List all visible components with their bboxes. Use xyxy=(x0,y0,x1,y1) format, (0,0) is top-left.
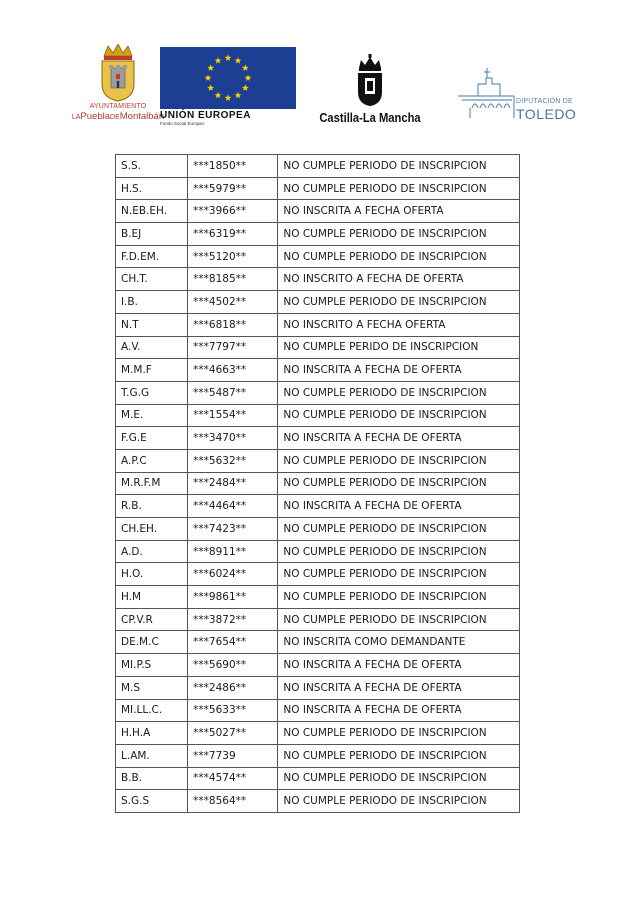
status-cell: NO CUMPLE PERIODO DE INSCRIPCION xyxy=(278,563,520,586)
table-row xyxy=(116,676,520,699)
status-cell: NO CUMPLE PERIODO DE INSCRIPCION xyxy=(278,608,520,631)
table-row xyxy=(116,654,520,677)
masked-id-cell: ***3872** xyxy=(188,608,278,631)
initials-cell: MI.LL.C. xyxy=(116,699,188,722)
initials-cell: N.T xyxy=(116,313,188,336)
masked-id-cell: ***1850** xyxy=(188,155,278,178)
table-row xyxy=(116,586,520,609)
status-cell: NO CUMPLE PERIODO DE INSCRIPCION xyxy=(278,586,520,609)
table-row xyxy=(116,518,520,541)
status-cell: NO INSCRITA A FECHA OFERTA xyxy=(278,200,520,223)
masked-id-cell: ***5690** xyxy=(188,654,278,677)
masked-id-cell: ***7654** xyxy=(188,631,278,654)
table-row xyxy=(116,268,520,291)
table-row xyxy=(116,155,520,178)
initials-cell: T.G.G xyxy=(116,381,188,404)
table-row xyxy=(116,177,520,200)
table-row xyxy=(116,336,520,359)
initials-cell: H.H.A xyxy=(116,722,188,745)
masked-id-cell: ***5979** xyxy=(188,177,278,200)
diputacion-city: TOLEDO xyxy=(516,106,577,122)
clm-emblem-icon xyxy=(355,54,385,106)
table-row xyxy=(116,540,520,563)
initials-cell: R.B. xyxy=(116,495,188,518)
applicants-table-body xyxy=(116,155,520,813)
status-cell: NO INSCRITA A FECHA DE OFERTA xyxy=(278,699,520,722)
initials-cell: B.B. xyxy=(116,767,188,790)
masked-id-cell: ***5027** xyxy=(188,722,278,745)
diputacion-label: DIPUTACIÓN DE xyxy=(516,98,573,105)
clm-name: Castilla-La Mancha xyxy=(319,110,421,125)
initials-cell: B.EJ xyxy=(116,223,188,246)
table-row xyxy=(116,313,520,336)
table-row xyxy=(116,449,520,472)
town-montalban: Montalbán xyxy=(119,111,165,122)
masked-id-cell: ***7797** xyxy=(188,336,278,359)
initials-cell: DE.M.C xyxy=(116,631,188,654)
town-puebla: Puebla xyxy=(80,111,111,122)
initials-cell: H.O. xyxy=(116,563,188,586)
initials-cell: M.M.F xyxy=(116,359,188,382)
masked-id-cell: ***7423** xyxy=(188,518,278,541)
eu-name: UNIÓN EUROPEA xyxy=(160,110,251,121)
table-row xyxy=(116,767,520,790)
status-cell: NO CUMPLE PERIODO DE INSCRIPCION xyxy=(278,518,520,541)
initials-cell: MI.P.S xyxy=(116,654,188,677)
initials-cell: M.S xyxy=(116,676,188,699)
status-cell: NO CUMPLE PERIODO DE INSCRIPCION xyxy=(278,245,520,268)
table-row xyxy=(116,359,520,382)
status-cell: NO CUMPLE PERIODO DE INSCRIPCION xyxy=(278,291,520,314)
status-cell: NO CUMPLE PERIODO DE INSCRIPCION xyxy=(278,177,520,200)
diputacion-logo xyxy=(456,58,586,128)
table-row xyxy=(116,608,520,631)
masked-id-cell: ***8911** xyxy=(188,540,278,563)
town-name xyxy=(64,111,172,123)
status-cell: NO INSCRITA A FECHA DE OFERTA xyxy=(278,495,520,518)
masked-id-cell: ***4502** xyxy=(188,291,278,314)
masked-id-cell: ***5120** xyxy=(188,245,278,268)
status-cell: NO CUMPLE PERIODO DE INSCRIPCION xyxy=(278,540,520,563)
status-cell: NO CUMPLE PERIODO DE INSCRIPCION xyxy=(278,472,520,495)
ayuntamiento-logo xyxy=(64,44,172,123)
masked-id-cell: ***6319** xyxy=(188,223,278,246)
status-cell: NO CUMPLE PERIDO DE INSCRIPCION xyxy=(278,336,520,359)
masked-id-cell: ***8564** xyxy=(188,790,278,813)
masked-id-cell: ***2484** xyxy=(188,472,278,495)
masked-id-cell: ***8185** xyxy=(188,268,278,291)
masked-id-cell: ***4663** xyxy=(188,359,278,382)
masked-id-cell: ***5633** xyxy=(188,699,278,722)
masked-id-cell: ***5487** xyxy=(188,381,278,404)
town-de: DE xyxy=(110,114,120,121)
masked-id-cell: ***4574** xyxy=(188,767,278,790)
initials-cell: M.R.F.M xyxy=(116,472,188,495)
status-cell: NO CUMPLE PERIODO DE INSCRIPCION xyxy=(278,223,520,246)
table-row xyxy=(116,722,520,745)
town-la: LA xyxy=(71,114,81,121)
eu-flag-icon xyxy=(160,47,296,109)
initials-cell: H.M xyxy=(116,586,188,609)
masked-id-cell: ***6818** xyxy=(188,313,278,336)
status-cell: NO INSCRITA A FECHA DE OFERTA xyxy=(278,359,520,382)
table-row xyxy=(116,245,520,268)
eu-fund: Fondo Social Europeo xyxy=(160,121,205,126)
eu-logo xyxy=(160,47,300,127)
status-cell: NO INSCRITO A FECHA DE OFERTA xyxy=(278,268,520,291)
status-cell: NO INSCRITO A FECHA OFERTA xyxy=(278,313,520,336)
status-cell: NO CUMPLE PERIODO DE INSCRIPCION xyxy=(278,767,520,790)
status-cell: NO CUMPLE PERIODO DE INSCRIPCION xyxy=(278,722,520,745)
table-row xyxy=(116,699,520,722)
initials-cell: S.S. xyxy=(116,155,188,178)
initials-cell: H.S. xyxy=(116,177,188,200)
status-cell: NO CUMPLE PERIODO DE INSCRIPCION xyxy=(278,790,520,813)
table-row xyxy=(116,790,520,813)
status-cell: NO INSCRITA A FECHA DE OFERTA xyxy=(278,427,520,450)
initials-cell: CH.EH. xyxy=(116,518,188,541)
clm-logo xyxy=(310,54,430,125)
table-row xyxy=(116,200,520,223)
coat-of-arms-icon xyxy=(98,44,138,102)
initials-cell: A.P.C xyxy=(116,449,188,472)
initials-cell: F.D.EM. xyxy=(116,245,188,268)
masked-id-cell: ***9861** xyxy=(188,586,278,609)
status-cell: NO CUMPLE PERIODO DE INSCRIPCION xyxy=(278,381,520,404)
ayuntamiento-label: AYUNTAMIENTO xyxy=(89,103,147,110)
applicants-table xyxy=(115,154,520,813)
masked-id-cell: ***6024** xyxy=(188,563,278,586)
initials-cell: CH.T. xyxy=(116,268,188,291)
status-cell: NO INSCRITA A FECHA DE OFERTA xyxy=(278,676,520,699)
masked-id-cell: ***4464** xyxy=(188,495,278,518)
table-row xyxy=(116,404,520,427)
masked-id-cell: ***3966** xyxy=(188,200,278,223)
initials-cell: A.D. xyxy=(116,540,188,563)
status-cell: NO CUMPLE PERIODO DE INSCRIPCION xyxy=(278,155,520,178)
initials-cell: I.B. xyxy=(116,291,188,314)
table-row xyxy=(116,495,520,518)
table-row xyxy=(116,631,520,654)
initials-cell: CP.V.R xyxy=(116,608,188,631)
status-cell: NO CUMPLE PERIODO DE INSCRIPCION xyxy=(278,449,520,472)
masked-id-cell: ***3470** xyxy=(188,427,278,450)
masked-id-cell: ***2486** xyxy=(188,676,278,699)
masked-id-cell: ***7739 xyxy=(188,744,278,767)
status-cell: NO CUMPLE PERIODO DE INSCRIPCION xyxy=(278,744,520,767)
table-row xyxy=(116,744,520,767)
status-cell: NO INSCRITA A FECHA DE OFERTA xyxy=(278,654,520,677)
initials-cell: S.G.S xyxy=(116,790,188,813)
initials-cell: M.E. xyxy=(116,404,188,427)
table-row xyxy=(116,291,520,314)
initials-cell: F.G.E xyxy=(116,427,188,450)
table-row xyxy=(116,427,520,450)
status-cell: NO CUMPLE PERIODO DE INSCRIPCION xyxy=(278,404,520,427)
table-row xyxy=(116,563,520,586)
initials-cell: A.V. xyxy=(116,336,188,359)
table-row xyxy=(116,472,520,495)
table-row xyxy=(116,223,520,246)
masked-id-cell: ***5632** xyxy=(188,449,278,472)
initials-cell: L.AM. xyxy=(116,744,188,767)
initials-cell: N.EB.EH. xyxy=(116,200,188,223)
table-row xyxy=(116,381,520,404)
status-cell: NO INSCRITA COMO DEMANDANTE xyxy=(278,631,520,654)
masked-id-cell: ***1554** xyxy=(188,404,278,427)
